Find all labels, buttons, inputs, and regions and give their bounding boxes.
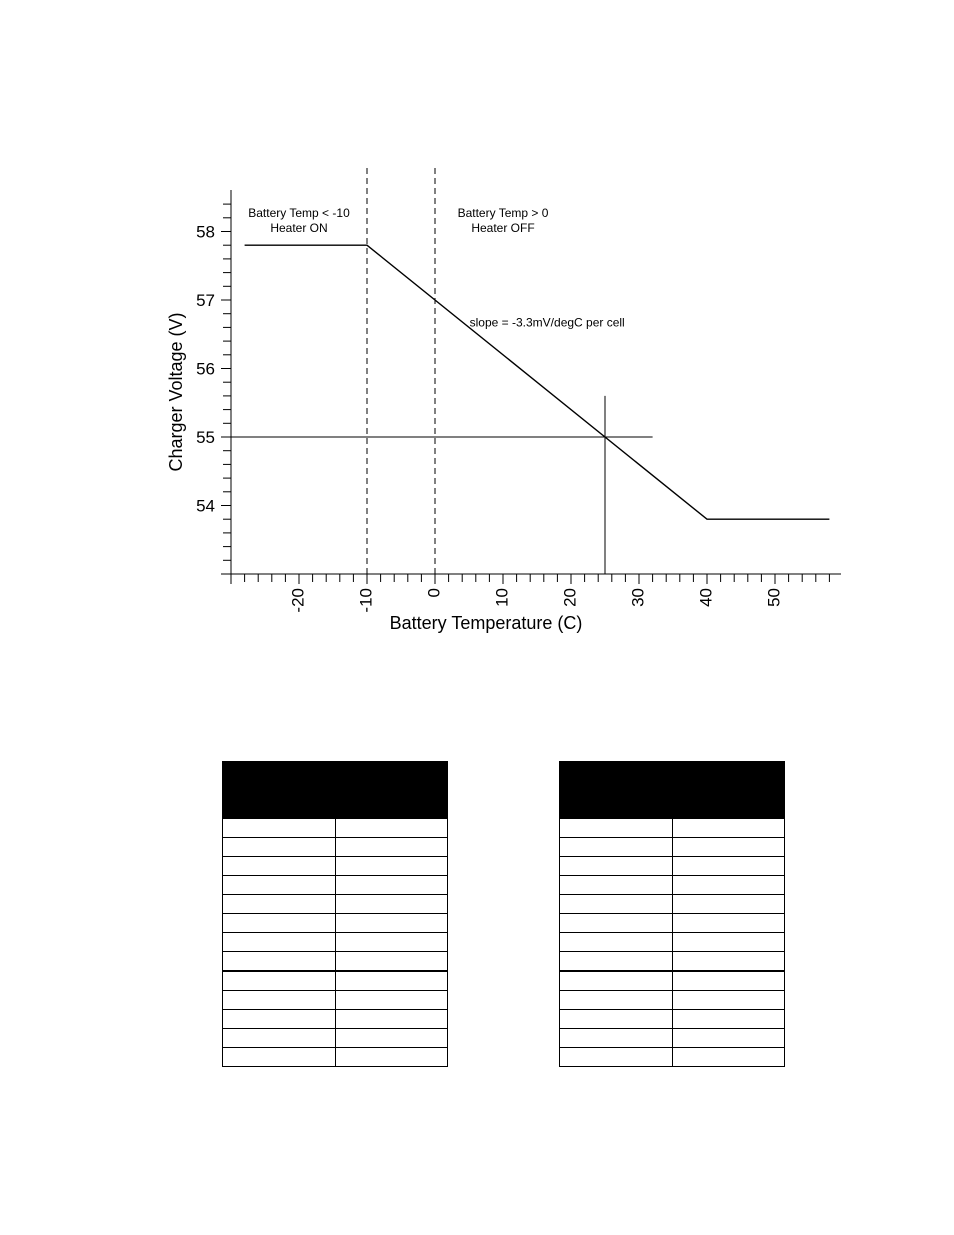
table-cell (223, 895, 336, 914)
y-tick-label: 54 (196, 496, 215, 516)
table-cell (672, 1029, 785, 1048)
table-row (560, 895, 785, 914)
table-row (223, 933, 448, 952)
table-cell (223, 857, 336, 876)
table-row (223, 857, 448, 876)
table-cell (672, 971, 785, 991)
table-row (560, 819, 785, 838)
x-tick-label: -10 (356, 588, 376, 613)
table-row (560, 914, 785, 933)
x-tick-label: 30 (628, 588, 648, 607)
table-cell (335, 933, 448, 952)
table-row (560, 1029, 785, 1048)
x-tick-label: -20 (288, 588, 308, 613)
table-cell (560, 838, 673, 857)
x-axis-label: Battery Temperature (C) (389, 613, 583, 633)
table-cell (560, 933, 673, 952)
annotation-text: Heater ON (270, 221, 328, 236)
data-table-left (222, 761, 448, 1067)
annotation-text: Heater OFF (471, 221, 535, 236)
table-cell (672, 876, 785, 895)
data-table-right (559, 761, 785, 1067)
x-tick-label: 40 (696, 588, 716, 607)
table-cell (560, 952, 673, 972)
table-cell (672, 1010, 785, 1029)
table-cell (672, 819, 785, 838)
table-cell (335, 895, 448, 914)
y-tick-label: 56 (196, 359, 215, 379)
table-cell (223, 971, 336, 991)
table-cell (560, 971, 673, 991)
table-cell (560, 1029, 673, 1048)
table-cell (335, 991, 448, 1010)
table-cell (223, 933, 336, 952)
table-cell (560, 876, 673, 895)
table-cell (560, 991, 673, 1010)
table-cell (560, 895, 673, 914)
table-cell (672, 838, 785, 857)
y-tick-label: 57 (196, 291, 215, 310)
table-row (560, 1010, 785, 1029)
annotation-text: Battery Temp > 0 (457, 206, 549, 221)
table-cell (560, 857, 673, 876)
table-cell (223, 1029, 336, 1048)
x-tick-label: 0 (424, 588, 444, 598)
table-header (560, 762, 785, 819)
table-row (223, 1010, 448, 1029)
table-cell (335, 1029, 448, 1048)
table-cell (672, 857, 785, 876)
table-cell (223, 952, 336, 972)
table-cell (335, 857, 448, 876)
table-cell (223, 1048, 336, 1067)
table-cell (560, 819, 673, 838)
table-cell (672, 914, 785, 933)
x-tick-label: 20 (560, 588, 580, 607)
table-row (223, 1048, 448, 1067)
table-cell (672, 895, 785, 914)
table-row (560, 933, 785, 952)
table-row (560, 971, 785, 991)
table-row (560, 991, 785, 1010)
table-row (223, 819, 448, 838)
y-tick-label: 55 (196, 428, 215, 447)
table-cell (223, 914, 336, 933)
table-row (560, 952, 785, 972)
table-cell (560, 914, 673, 933)
table-cell (672, 952, 785, 972)
table-row (223, 1029, 448, 1048)
table-cell (335, 838, 448, 857)
table-cell (560, 1010, 673, 1029)
table-cell (335, 1010, 448, 1029)
table-row (560, 857, 785, 876)
y-axis-label: Charger Voltage (V) (166, 312, 186, 472)
table-row (560, 838, 785, 857)
table-cell (223, 991, 336, 1010)
table-row (223, 971, 448, 991)
table-cell (223, 819, 336, 838)
table-cell (672, 933, 785, 952)
table-row (223, 914, 448, 933)
annotation-text: slope = -3.3mV/degC per cell (469, 315, 625, 330)
table-cell (335, 914, 448, 933)
table-cell (335, 971, 448, 991)
table-row (223, 991, 448, 1010)
table-row (223, 838, 448, 857)
x-tick-label: 50 (764, 588, 784, 607)
y-tick-label: 58 (196, 222, 215, 242)
table-cell (223, 876, 336, 895)
table-row (223, 876, 448, 895)
table-row (223, 952, 448, 972)
table-cell (672, 1048, 785, 1067)
table-cell (335, 819, 448, 838)
table-header (223, 762, 448, 819)
table-cell (560, 1048, 673, 1067)
table-cell (672, 991, 785, 1010)
table-row (560, 876, 785, 895)
table-row (223, 895, 448, 914)
annotation-text: Battery Temp < -10 (248, 206, 350, 221)
table-cell (223, 838, 336, 857)
table-cell (335, 1048, 448, 1067)
table-cell (223, 1010, 336, 1029)
x-tick-label: 10 (492, 588, 512, 607)
table-cell (335, 952, 448, 972)
table-cell (335, 876, 448, 895)
charger-voltage-series-line (245, 245, 830, 519)
table-row (560, 1048, 785, 1067)
